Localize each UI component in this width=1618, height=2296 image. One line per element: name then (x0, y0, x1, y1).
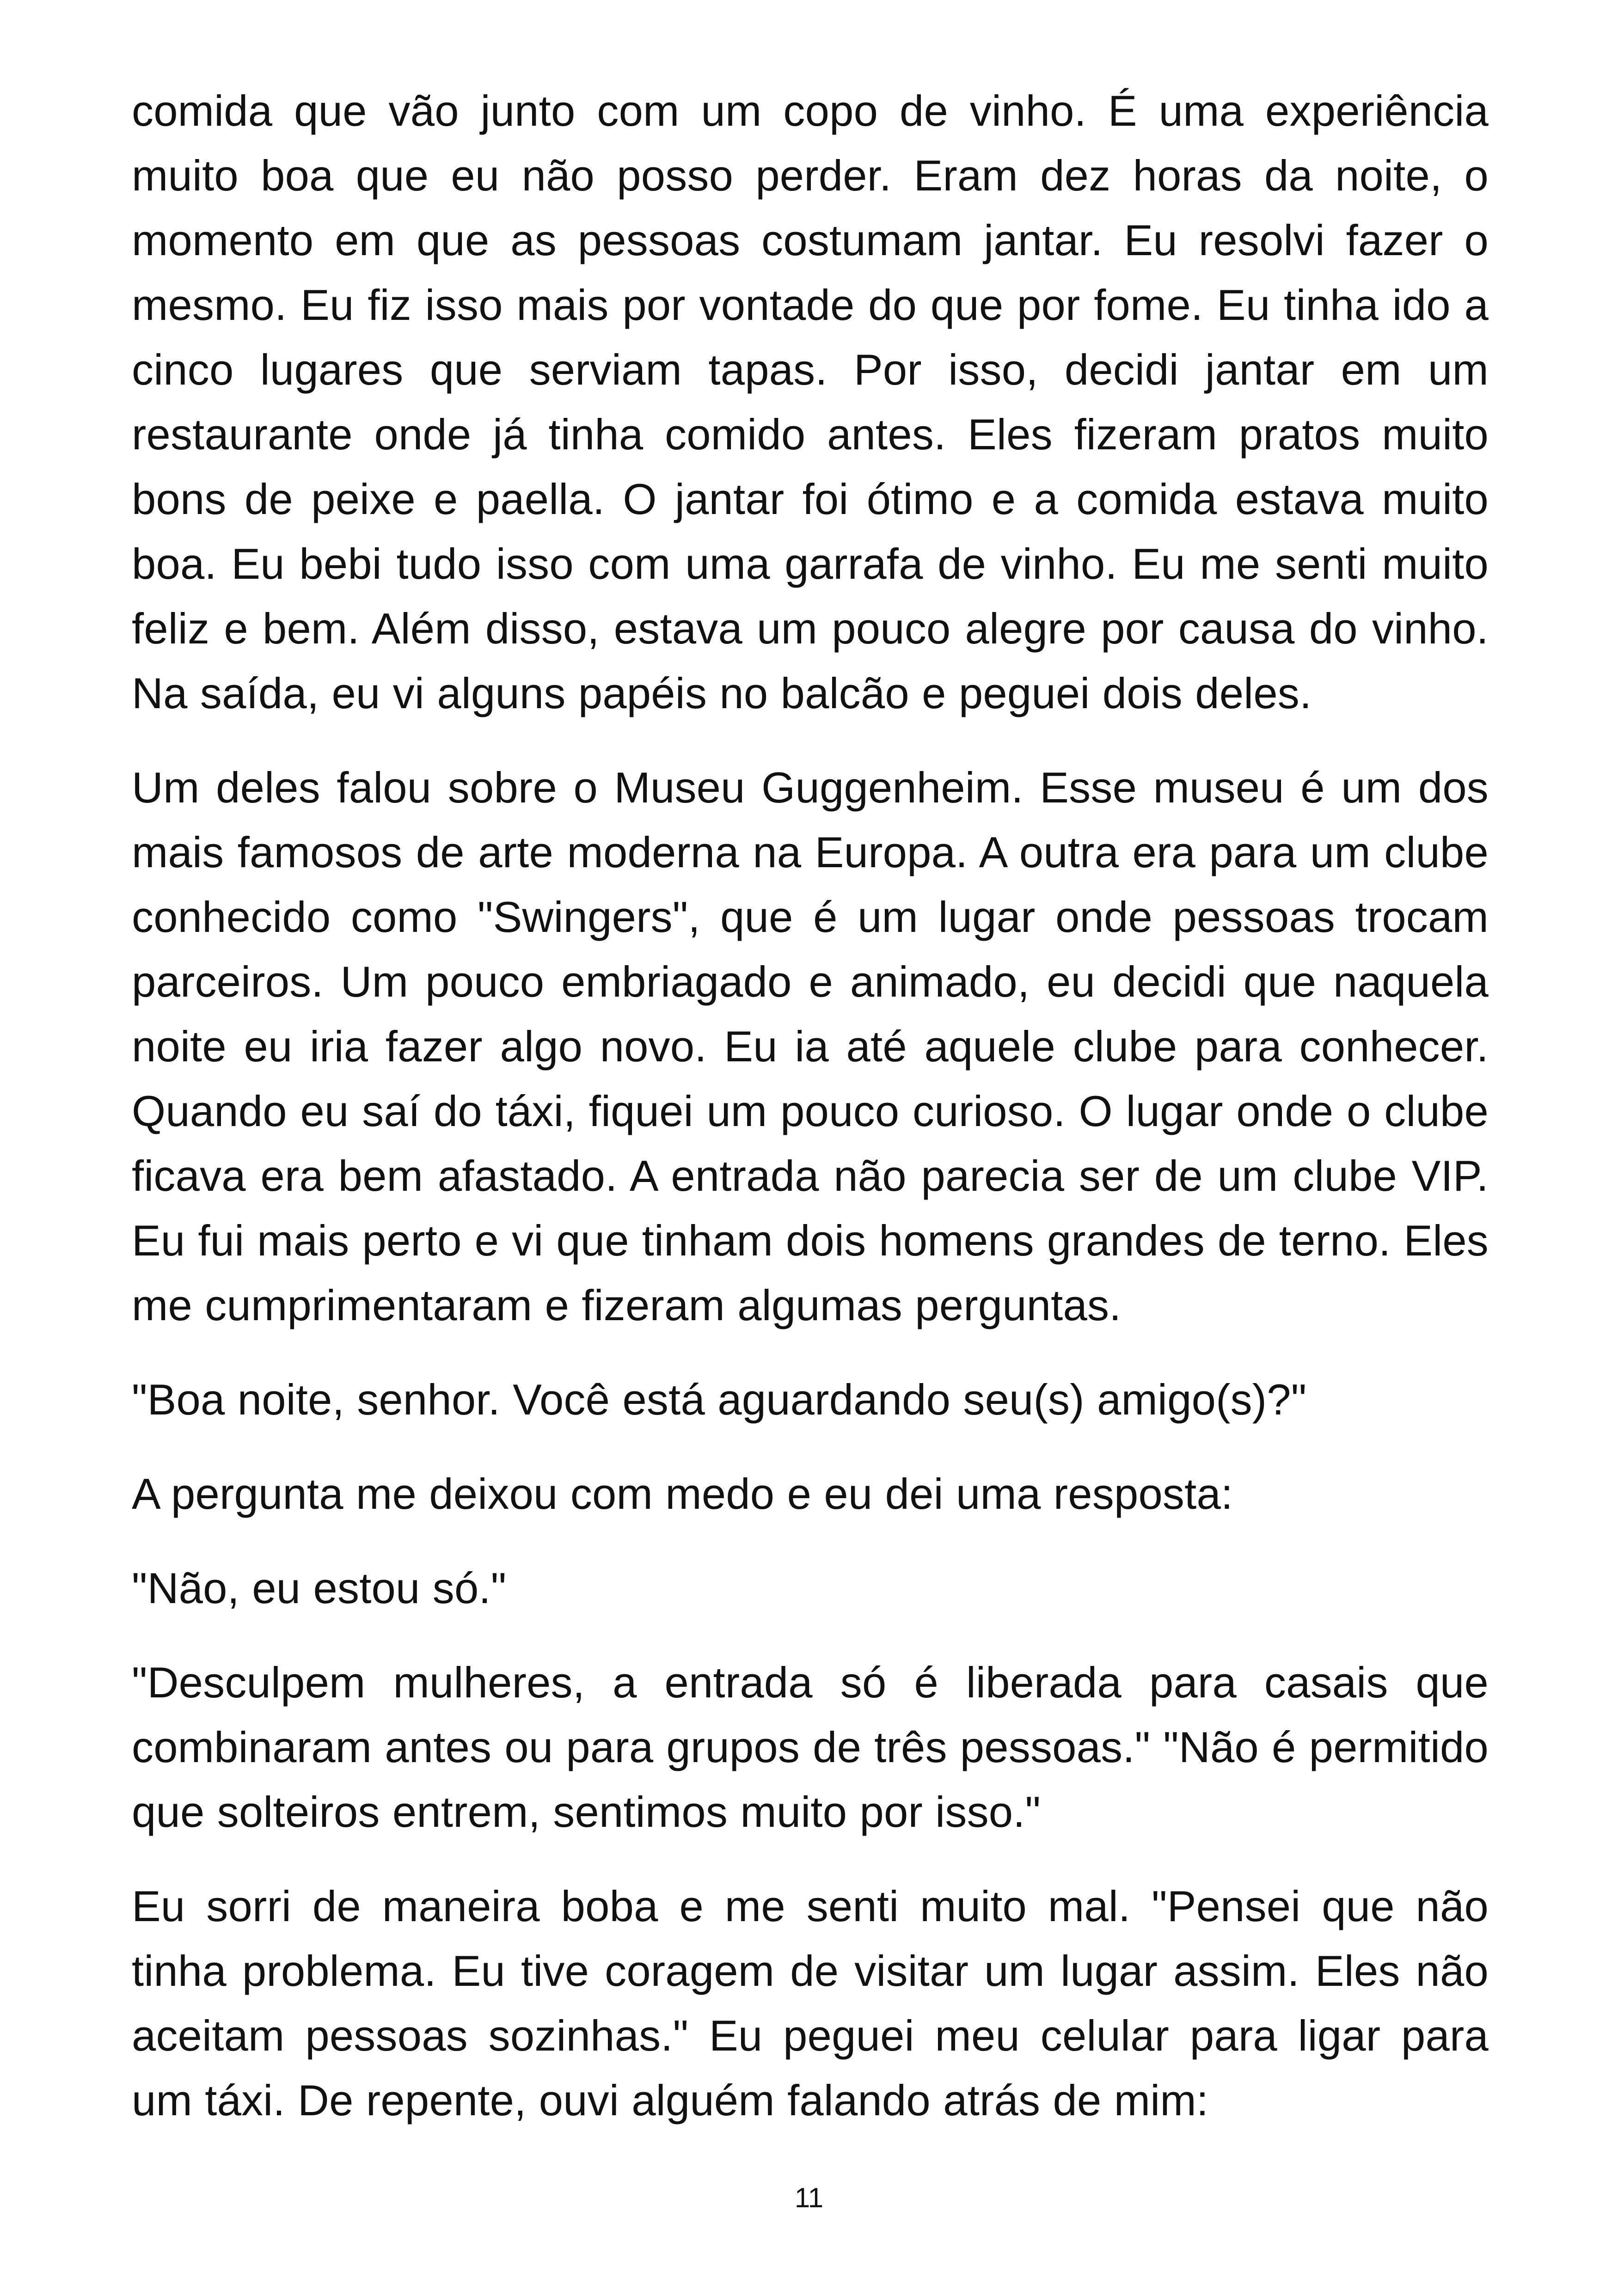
paragraph-7: Eu sorri de maneira boba e me senti muito mal. "Pensei que não tinha problema. Eu tive coragem de visitar um lugar assim. Eles não aceitam pessoas sozinhas." Eu peguei meu celular para ligar para um táxi. De repente, ouvi alguém falando atrás de mim: (132, 1882, 1489, 2125)
paragraph-3: "Boa noite, senhor. Você está aguardando seu(s) amigo(s)?" (132, 1375, 1307, 1424)
page-number: 11 (794, 2182, 824, 2213)
paragraph-1: comida que vão junto com um copo de vinho. É uma experiência muito boa que eu não posso perder. Eram dez horas da noite, o momento em que as pessoas costumam jantar. Eu resolvi fazer o mesmo. Eu fiz isso mais por vontade do que por fome. Eu tinha ido a cinco lugares que serviam tapas. Por isso, decidi jantar em um restaurante onde já tinha comido antes. Eles fizeram pratos muito bons de peixe e paella. O jantar foi ótimo e a comida estava muito boa. Eu bebi tudo isso com uma garrafa de vinho. Eu me senti muito feliz e bem. Além disso, estava um pouco alegre por causa do vinho. Na saída, eu vi alguns papéis no balcão e peguei dois deles. (132, 86, 1489, 717)
paragraph-5: "Não, eu estou só." (132, 1564, 507, 1612)
body-text (132, 79, 1489, 2162)
paragraph-2: Um deles falou sobre o Museu Guggenheim. Esse museu é um dos mais famosos de arte moderna na Europa. A outra era para um clube conhecido como "Swingers", que é um lugar onde pessoas trocam parceiros. Um pouco embriagado e animado, eu decidi que naquela noite eu iria fazer algo novo. Eu ia até aquele clube para conhecer. Quando eu saí do táxi, fiquei um pouco curioso. O lugar onde o clube ficava era bem afastado. A entrada não parecia ser de um clube VIP. Eu fui mais perto e vi que tinham dois homens grandes de terno. Eles me cumprimentaram e fizeram algumas perguntas. (132, 763, 1489, 1329)
paragraph-6: "Desculpem mulheres, a entrada só é liberada para casais que combinaram antes ou para grupos de três pessoas." "Não é permitido que solteiros entrem, sentimos muito por isso." (132, 1658, 1489, 1836)
paragraph-4: A pergunta me deixou com medo e eu dei uma resposta: (132, 1469, 1233, 1518)
